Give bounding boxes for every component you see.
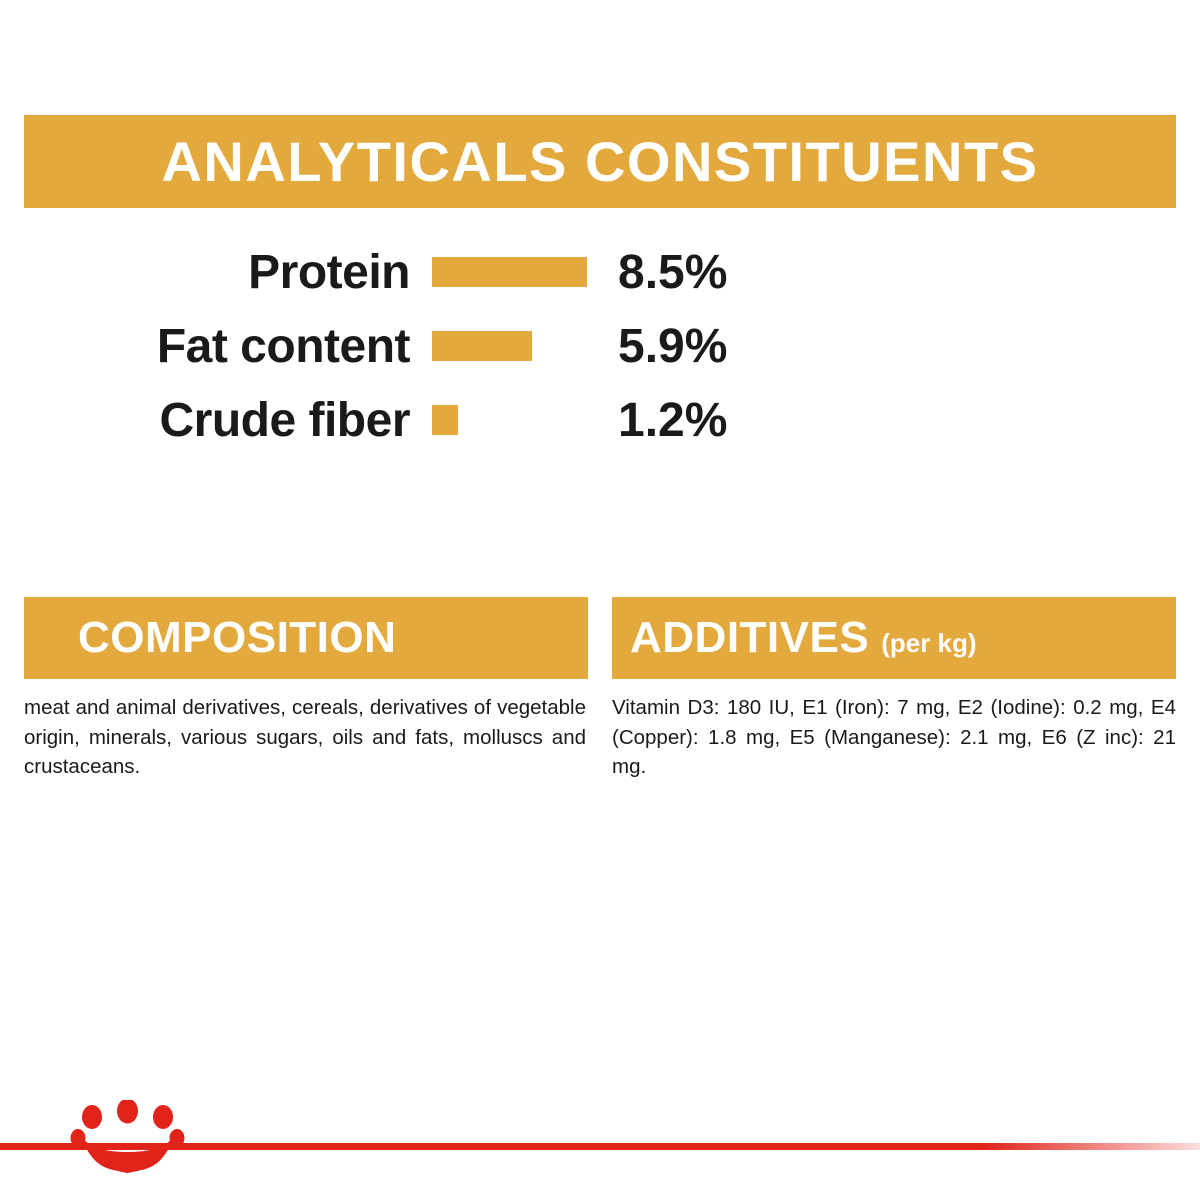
- additives-heading-bar: [612, 597, 1176, 679]
- constituent-label: Crude fiber: [159, 393, 410, 447]
- constituent-bar-wrap: [432, 405, 604, 435]
- composition-column: [24, 597, 588, 782]
- composition-heading: COMPOSITION: [78, 613, 397, 662]
- constituent-row: [80, 383, 1120, 457]
- details-columns: [24, 597, 1176, 782]
- additives-text: Vitamin D3: 180 IU, E1 (Iron): 7 mg, E2 (Iodine): 0.2 mg, E4 (Copper): 1.8 mg, E5 (Manganese): 2.1 mg, E6 (Z inc): 21 mg.: [612, 696, 1176, 779]
- additives-heading: ADDITIVES: [630, 613, 870, 662]
- constituent-bar: [432, 405, 458, 435]
- constituent-bar-wrap: [432, 331, 604, 361]
- constituent-label: Protein: [248, 245, 410, 299]
- constituent-row: [80, 235, 1120, 309]
- constituent-bar: [432, 331, 532, 361]
- analyticals-constituents-banner: [24, 115, 1176, 208]
- royal-canin-crown-logo: [70, 1100, 185, 1178]
- constituent-bar: [432, 257, 587, 287]
- constituent-row: [80, 309, 1120, 383]
- constituent-value: 1.2%: [618, 393, 728, 447]
- analyticals-constituents-title: ANALYTICALS CONSTITUENTS: [161, 130, 1039, 193]
- composition-text: meat and animal derivatives, cereals, derivatives of vegetable origin, minerals, various sugars, oils and fats, molluscs and crustaceans.: [24, 696, 586, 779]
- additives-column: [612, 597, 1176, 782]
- additives-subheading: (per kg): [881, 628, 977, 658]
- constituent-value: 8.5%: [618, 245, 728, 299]
- constituent-value: 5.9%: [618, 319, 728, 373]
- constituents-list: [80, 235, 1120, 457]
- constituent-bar-wrap: [432, 257, 604, 287]
- composition-heading-bar: [24, 597, 588, 679]
- constituent-label: Fat content: [156, 319, 410, 373]
